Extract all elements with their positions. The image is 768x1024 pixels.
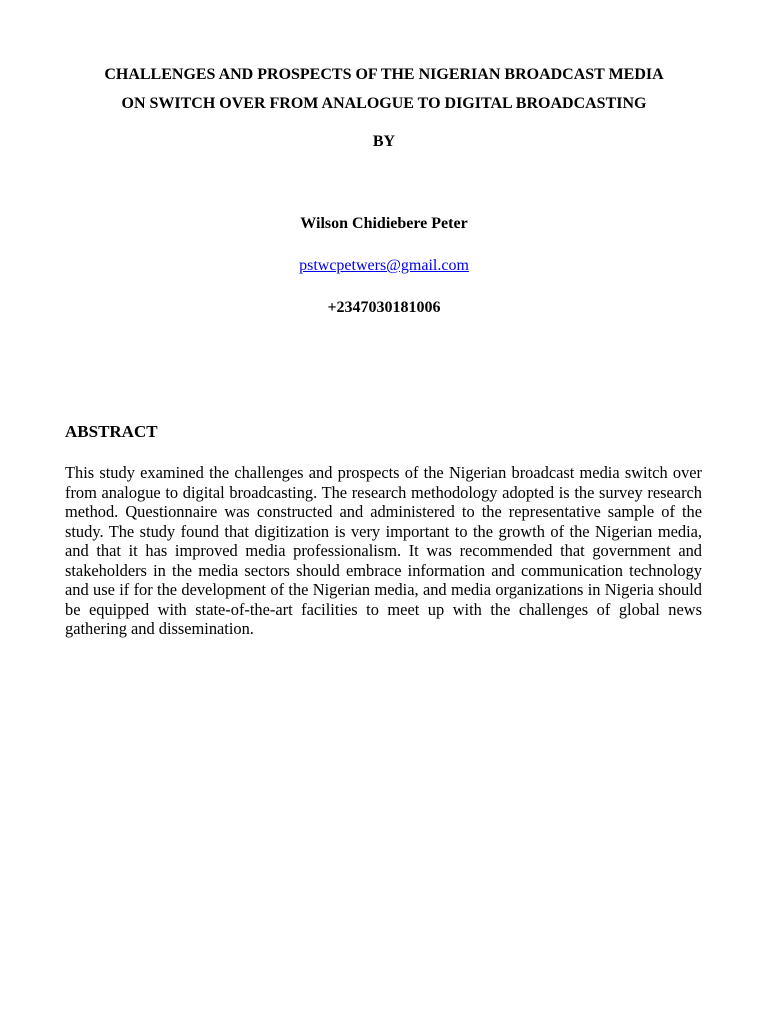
author-phone: +2347030181006 xyxy=(327,299,441,316)
paper-title-line-1: CHALLENGES AND PROSPECTS OF THE NIGERIAN BROADCAST MEDIA xyxy=(104,66,664,83)
by-label: BY xyxy=(372,133,396,150)
author-email-line xyxy=(0,255,768,277)
author-name: Wilson Chidiebere Peter xyxy=(300,215,468,232)
paper-title xyxy=(40,60,728,118)
author-email-link[interactable]: pstwcpetwers@gmail.com xyxy=(299,257,469,274)
paper-title-line-2: ON SWITCH OVER FROM ANALOGUE TO DIGITAL BROADCASTING xyxy=(121,95,647,112)
abstract-heading: ABSTRACT xyxy=(65,422,158,441)
abstract-body: This study examined the challenges and prospects of the Nigerian broadcast media switch over from analogue to digital broadcasting. The research methodology adopted is the survey research method. Questionnaire was constructed and administered to the representative sample of the study. The study found that digitization is very important to the growth of the Nigerian media, and that it has improved media professionalism. It was recommended that government and stakeholders in the media sectors should embrace information and communication technology and use if for the development of the Nigerian media, and media organizations in Nigeria should be equipped with state-of-the-art facilities to meet up with the challenges of global news gathering and dissemination. xyxy=(65,463,702,638)
